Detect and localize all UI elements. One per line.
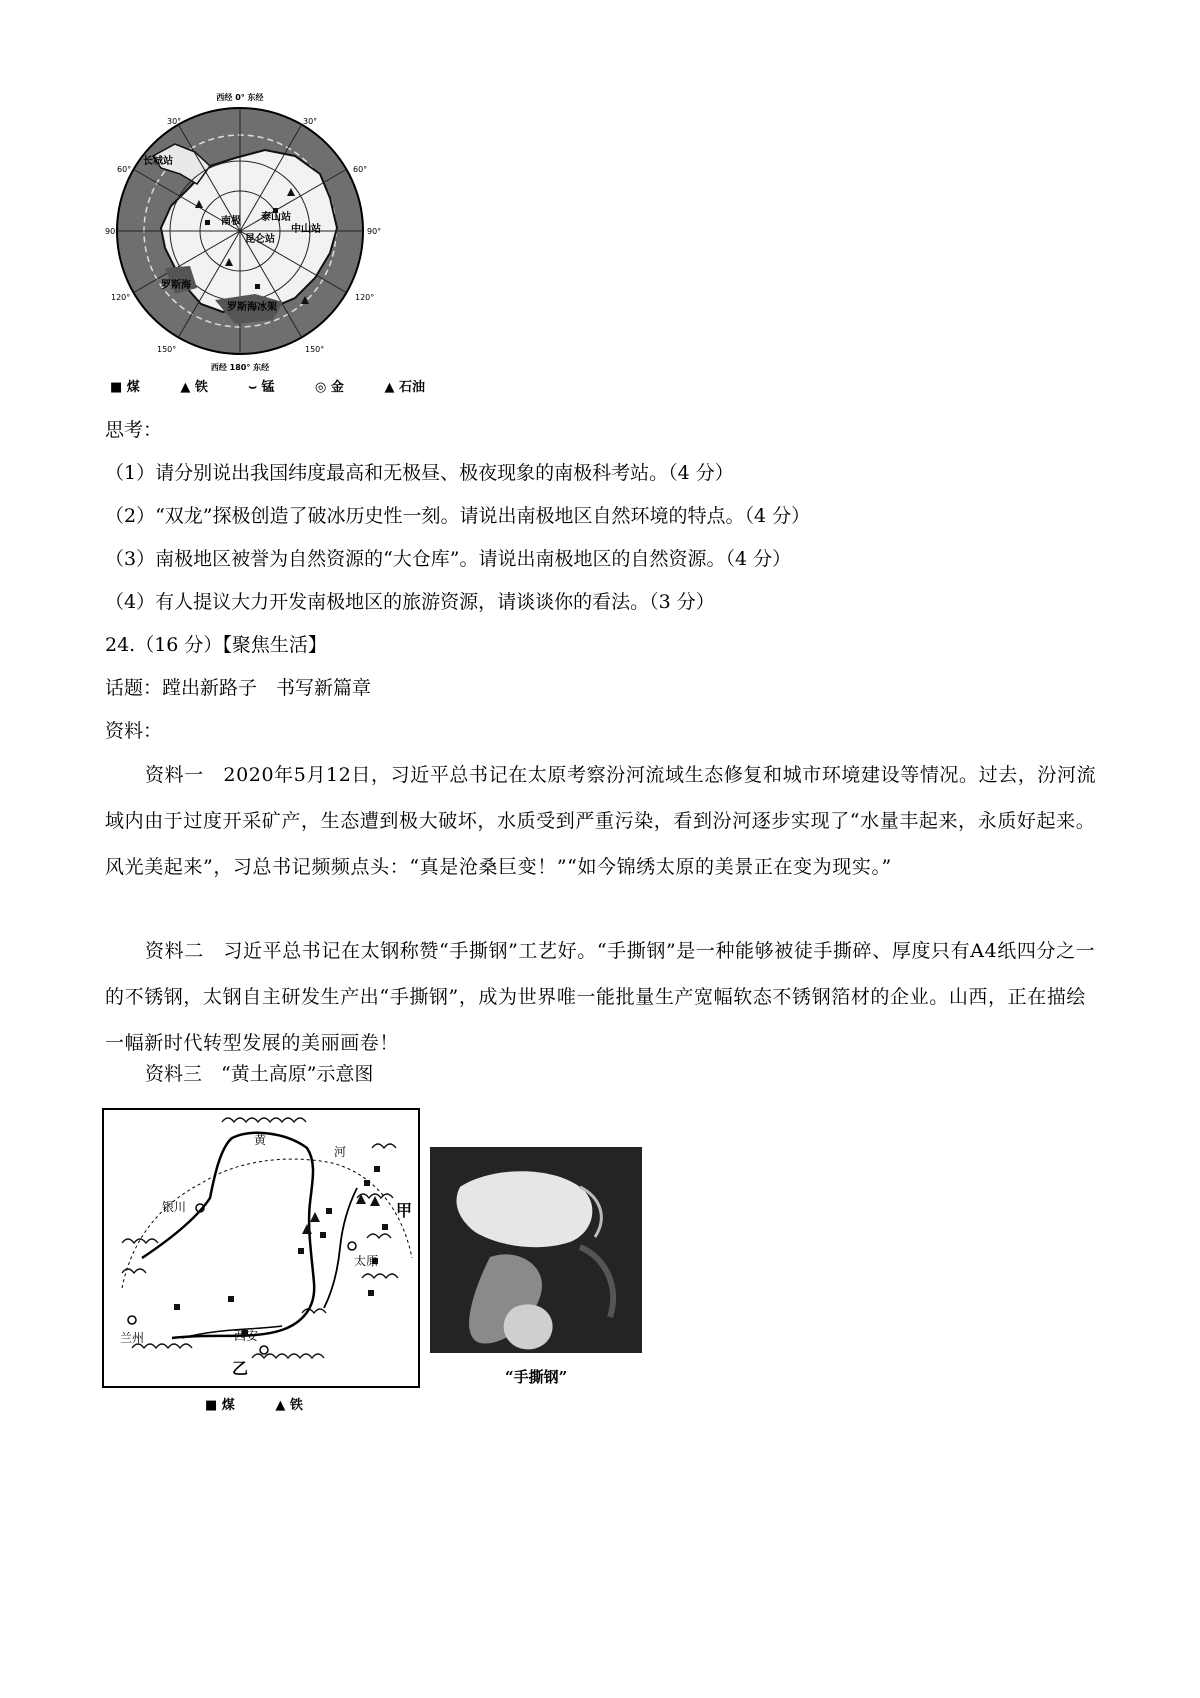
label-he: 河	[334, 1145, 347, 1159]
lon-label: 150°	[157, 345, 177, 354]
lon-label: 60°	[353, 165, 368, 174]
map-bottom-label: 西经 180° 东经	[210, 363, 270, 372]
place-label-ross-ice-shelf: 罗斯海冰架	[227, 302, 277, 313]
antarctic-map	[105, 88, 395, 388]
label-huang: 黄	[254, 1133, 267, 1147]
lon-label: 90°	[105, 227, 120, 236]
place-label-south-pole: 南极	[221, 216, 241, 227]
question-4: （4）有人提议大力开发南极地区的旅游资源，请谈谈你的看法。（3 分）	[105, 591, 715, 613]
label-xian: 西安	[234, 1329, 259, 1343]
lon-label: 90°	[367, 227, 382, 236]
question-2: （2）“双龙”探极创造了破冰历史性一刻。请说出南极地区自然环境的特点。（4 分）	[105, 505, 811, 527]
label-yinchuan: 银川	[162, 1200, 187, 1214]
legend-coal: ■ 煤	[110, 380, 140, 395]
lon-label: 30°	[303, 117, 318, 126]
photo-caption: “手撕钢”	[505, 1368, 568, 1386]
label-lanzhou: 兰州	[120, 1331, 145, 1345]
label-taiyuan: 太原	[354, 1254, 379, 1268]
place-label-taishan: 泰山站	[261, 212, 291, 223]
loess-plateau-map	[102, 1108, 420, 1388]
place-label-changcheng: 长城站	[143, 156, 173, 167]
legend-iron: ▲ 铁	[180, 380, 208, 395]
lon-label: 120°	[111, 293, 131, 302]
q24-materials-label: 资料：	[105, 720, 163, 742]
place-label-ross-sea: 罗斯海	[161, 280, 191, 291]
lon-label: 60°	[117, 165, 132, 174]
legend-coal: ■ 煤	[205, 1398, 235, 1413]
loess-legend	[205, 1394, 339, 1413]
question-1: （1）请分别说出我国纬度最高和无极昼、极夜现象的南极科考站。（4 分）	[105, 462, 734, 484]
lon-label: 30°	[167, 117, 182, 126]
antarctic-legend	[110, 376, 461, 395]
legend-iron: ▲ 铁	[275, 1398, 303, 1413]
place-label-kunlun: 昆仑站	[245, 234, 275, 245]
q24-topic: 话题：蹚出新路子 书写新篇章	[105, 677, 372, 699]
legend-manganese: ⌣ 锰	[248, 380, 275, 395]
label-yi: 乙	[232, 1359, 249, 1378]
hand-torn-steel-photo	[430, 1147, 642, 1353]
map-top-label: 西经 0° 东经	[216, 93, 264, 102]
lon-label: 150°	[305, 345, 325, 354]
place-label-zhongshan: 中山站	[291, 224, 321, 235]
material-3: 资料三 “黄土高原”示意图	[145, 1063, 374, 1085]
material-1: 资料一 2020年5月12日，习近平总书记在太原考察汾河流域生态修复和城市环境建设等情况。过去，汾河流域内由于过度开采矿产，生态遭到极大破坏，水质受到严重污染，看到汾河逐步实现了“水量丰起来，永质好起来。风光美起来”，习总书记频频点头：“真是沧桑巨变！”“如今锦绣太原的美景正在变为现实。”	[105, 764, 1097, 878]
legend-oil: ▲ 石油	[384, 380, 425, 395]
material-2: 资料二 习近平总书记在太钢称赞“手撕钢”工艺好。“手撕钢”是一种能够被徒手撕碎、厚度只有A4纸四分之一的不锈钢，太钢自主研发生产出“手撕钢”，成为世界唯一能批量生产宽幅软态不锈钢箔材的企业。山西，正在描绘一幅新时代转型发展的美丽画卷！	[105, 940, 1096, 1054]
lon-label: 120°	[355, 293, 375, 302]
question-3: （3）南极地区被誉为自然资源的“大仓库”。请说出南极地区的自然资源。（4 分）	[105, 548, 792, 570]
q24-title: 24.（16 分）【聚焦生活】	[105, 634, 327, 656]
think-heading: 思考：	[105, 419, 163, 441]
legend-gold: ◎ 金	[315, 380, 344, 395]
label-jia: 甲	[396, 1201, 413, 1220]
